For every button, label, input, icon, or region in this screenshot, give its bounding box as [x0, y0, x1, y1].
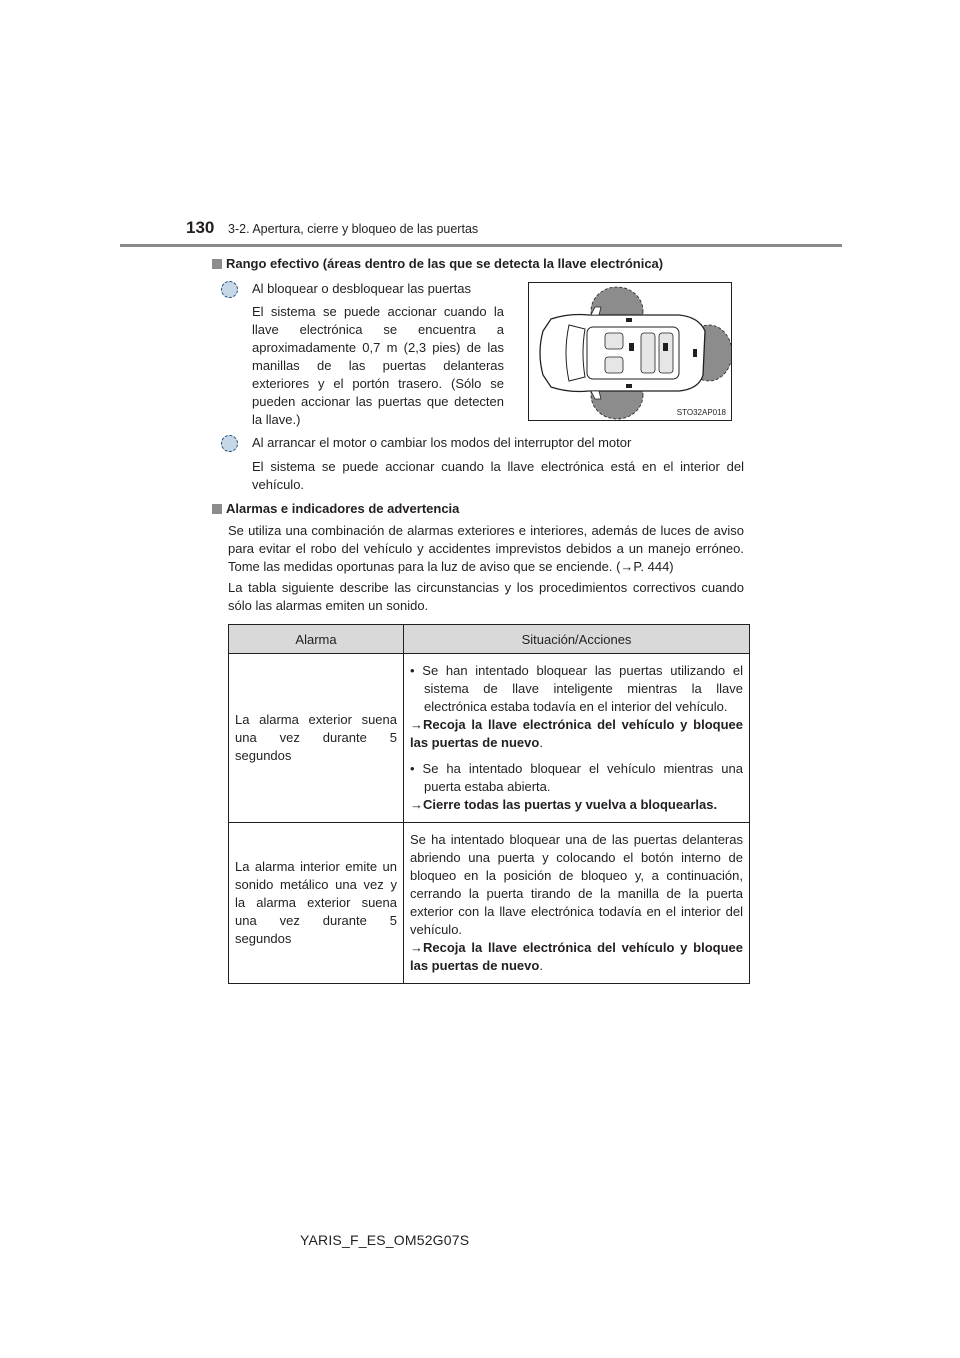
item-lock-text: El sistema se puede accionar cuando la llave electrónica se encuentra a aproximadamente 0,7 m (2,3 pies) de las manillas de las puertas delanteras exteriores y el portón trasero. (Sólo se pueden accionar las puertas que detecten la llave.): [252, 304, 504, 427]
square-bullet-icon: [212, 259, 222, 269]
detection-zone-marker-icon: [221, 281, 238, 298]
alarms-paragraph-2: La tabla siguiente describe las circunstancias y los procedimientos correctivos cuando sólo las alarmas emiten un sonido.: [228, 580, 744, 613]
square-bullet-icon: [212, 504, 222, 514]
alarm-cell: La alarma exterior suena una vez durante 5 segundos: [229, 654, 404, 823]
section-heading-alarms-text: Alarmas e indicadores de advertencia: [226, 501, 460, 516]
column-header-alarm: Alarma: [229, 625, 404, 654]
corrective-action-end: .: [539, 958, 543, 973]
document-code: YARIS_F_ES_OM52G07S: [300, 1232, 470, 1248]
detection-range-figure: [528, 282, 732, 421]
corrective-action-text: →Recoja la llave electrónica del vehículo y bloquee las puertas de nuevo: [410, 940, 743, 973]
page-number: 130: [186, 218, 215, 237]
situation-cell: [404, 654, 750, 823]
corrective-action-end: .: [539, 735, 543, 750]
table-row: [229, 823, 750, 984]
situation-case: • Se han intentado bloquear las puertas utilizando el sistema de llave inteligente mientras la llave electrónica estaba todavía en el interior del vehículo.: [410, 663, 743, 714]
situation-cell: [404, 823, 750, 984]
chapter-title: 3-2. Apertura, cierre y bloqueo de las puertas: [228, 222, 479, 236]
section-heading-range-text: Rango efectivo (áreas dentro de las que se detecta la llave electrónica): [226, 256, 664, 271]
situation-case: Se ha intentado bloquear una de las puertas delanteras abriendo una puerta y colocando el botón interno de bloqueo en la posición de bloqueo y, a continuación, cerrando la puerta tirando de la manilla de la puerta exterior con la llave electrónica todavía en el interior del vehículo.: [410, 832, 743, 937]
situation-case: • Se ha intentado bloquear el vehículo mientras una puerta estaba abierta.: [410, 761, 743, 794]
item-lock-title: Al bloquear o desbloquear las puertas: [252, 281, 471, 296]
alarm-table: [228, 624, 750, 984]
corrective-action-text: →Recoja la llave electrónica del vehículo y bloquee las puertas de nuevo: [410, 717, 743, 750]
alarm-cell: La alarma interior emite un sonido metálico una vez y la alarma exterior suena una vez durante 5 segundos: [229, 823, 404, 984]
section-heading-range: [212, 256, 663, 271]
detection-zone-marker-icon: [221, 435, 238, 452]
header-rule: [120, 244, 842, 247]
alarms-paragraph-1: Se utiliza una combinación de alarmas exteriores e interiores, además de luces de aviso para evitar el robo del vehículo y accidentes imprevistos debidos a un manejo erróneo. Tome las medidas oportunas para la luz de aviso que se enciende. (→P. 444): [228, 523, 744, 574]
column-header-situation: Situación/Acciones: [404, 625, 750, 654]
figure-code: STO32AP018: [676, 408, 726, 417]
table-header-row: [229, 625, 750, 654]
car-top-view-illustration: [529, 283, 731, 420]
item-engine-text: El sistema se puede accionar cuando la llave electrónica está en el interior del vehículo.: [252, 459, 744, 492]
corrective-action: [410, 939, 743, 975]
section-heading-alarms: [212, 501, 459, 516]
corrective-action: [410, 716, 743, 752]
item-engine-title: Al arrancar el motor o cambiar los modos del interruptor del motor: [252, 435, 632, 450]
table-row: [229, 654, 750, 823]
corrective-action: →Cierre todas las puertas y vuelva a bloquearlas.: [410, 797, 718, 812]
